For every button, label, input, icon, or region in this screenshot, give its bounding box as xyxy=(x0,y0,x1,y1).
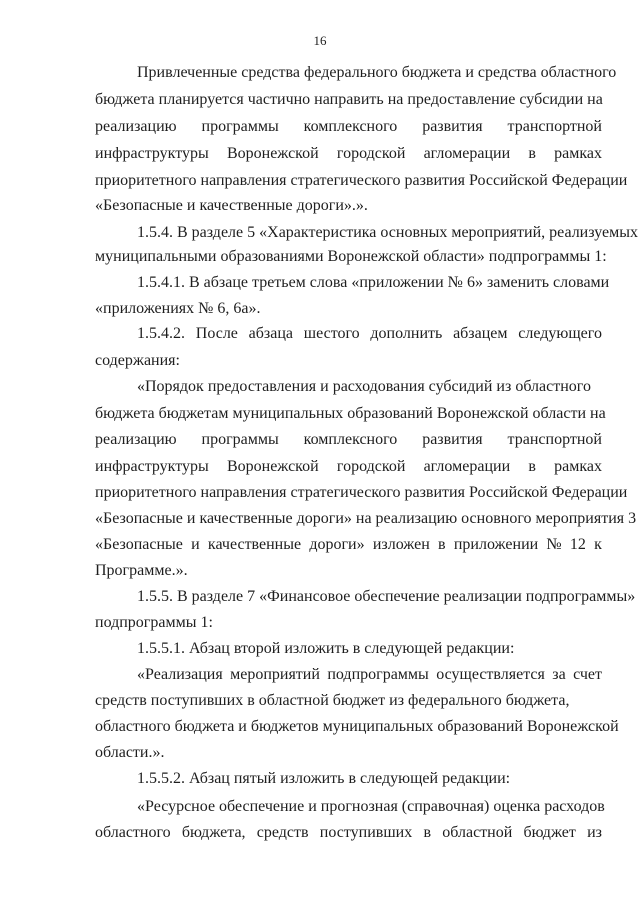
word: мероприятий xyxy=(230,666,320,683)
word: «Реализация xyxy=(137,666,223,683)
word: из xyxy=(587,824,602,841)
text-line: 1.5.5. В разделе 7 «Финансовое обеспечение реализации подпрограммы» xyxy=(137,588,636,605)
text-line: области.». xyxy=(95,744,165,761)
page-number: 16 xyxy=(313,33,327,48)
text-line: бюджета планируется частично направить на предоставление субсидии на xyxy=(95,91,603,108)
word: подпрограммы xyxy=(327,666,429,683)
word: областного xyxy=(95,824,171,841)
word: программы xyxy=(201,118,279,135)
text-line: «Безопасные и качественные дороги» на реализацию основного мероприятия 3 xyxy=(95,510,637,527)
word: Воронежской xyxy=(226,458,319,475)
word: программы xyxy=(201,431,279,448)
text-line xyxy=(95,429,602,451)
text-line: 1.5.5.1. Абзац второй изложить в следующей редакции: xyxy=(137,640,515,657)
text-line: областного бюджета и бюджетов муниципальных образований Воронежской xyxy=(95,718,619,735)
word: комплексного xyxy=(303,431,398,448)
word: средств xyxy=(256,824,309,841)
word: абзацем xyxy=(453,325,508,342)
word: дороги» xyxy=(309,536,365,553)
word: в xyxy=(423,824,431,841)
word: рамках xyxy=(554,145,602,162)
word: реализацию xyxy=(95,118,177,135)
word: городской xyxy=(336,458,406,475)
word: бюджет xyxy=(523,824,576,841)
text-line: средств поступивших в областной бюджет из федерального бюджета, xyxy=(95,692,570,709)
text-line: приоритетного направления стратегического развития Российской Федерации xyxy=(95,172,628,189)
word: областной xyxy=(442,824,513,841)
word: развития xyxy=(422,118,483,135)
word: изложен xyxy=(372,536,430,553)
text-line xyxy=(95,822,602,844)
text-line: содержания: xyxy=(95,352,180,369)
word: поступивших xyxy=(319,824,413,841)
word: транспортной xyxy=(507,431,602,448)
word: счет xyxy=(573,666,602,683)
word: № xyxy=(546,536,562,553)
word: 1.5.4.2. xyxy=(137,325,185,342)
text-line: муниципальными образованиями Воронежской области» подпрограммы 1: xyxy=(95,248,607,265)
word: следующего xyxy=(518,325,602,342)
word: дополнить xyxy=(370,325,443,342)
word: «Безопасные xyxy=(95,536,183,553)
text-line: «Безопасные и качественные дороги».». xyxy=(95,197,368,214)
word: После xyxy=(195,325,238,342)
word: развития xyxy=(422,431,483,448)
text-line: Программе.». xyxy=(95,562,188,579)
word: инфраструктуры xyxy=(95,145,209,162)
text-line xyxy=(95,143,602,165)
text-line: 1.5.5.2. Абзац пятый изложить в следующей редакции: xyxy=(137,770,511,787)
text-line xyxy=(137,323,602,345)
word: комплексного xyxy=(303,118,398,135)
word: рамках xyxy=(554,458,602,475)
word: приложении xyxy=(453,536,539,553)
word: агломерации xyxy=(423,145,511,162)
text-line: подпрограммы 1: xyxy=(95,614,213,631)
text-line: 1.5.4.1. В абзаце третьем слова «приложении № 6» заменить словами xyxy=(137,274,610,291)
word: агломерации xyxy=(423,458,511,475)
word: в xyxy=(528,458,536,475)
word: инфраструктуры xyxy=(95,458,209,475)
word: абзаца xyxy=(248,325,293,342)
word: в xyxy=(528,145,536,162)
text-line xyxy=(95,456,602,478)
text-line: бюджета бюджетам муниципальных образований Воронежской области на xyxy=(95,405,606,422)
word: шестого xyxy=(303,325,360,342)
word: 12 xyxy=(569,536,586,553)
text-line: приоритетного направления стратегического развития Российской Федерации xyxy=(95,484,628,501)
text-line xyxy=(95,116,602,138)
text-line: Привлеченные средства федерального бюджета и средства областного xyxy=(137,64,617,81)
word: транспортной xyxy=(507,118,602,135)
text-line: «Ресурсное обеспечение и прогнозная (справочная) оценка расходов xyxy=(137,798,605,815)
word: в xyxy=(438,536,446,553)
text-line xyxy=(95,534,602,556)
word: и xyxy=(191,536,200,553)
word: осуществляется xyxy=(436,666,545,683)
word: городской xyxy=(336,145,406,162)
word: к xyxy=(594,536,602,553)
text-line xyxy=(137,664,602,686)
word: бюджета, xyxy=(181,824,246,841)
word: качественные xyxy=(207,536,302,553)
text-line: 1.5.4. В разделе 5 «Характеристика основных мероприятий, реализуемых xyxy=(137,224,638,241)
text-line: «приложениях № 6, 6а». xyxy=(95,300,261,317)
word: Воронежской xyxy=(226,145,319,162)
word: за xyxy=(552,666,566,683)
word: реализацию xyxy=(95,431,177,448)
text-line: «Порядок предоставления и расходования субсидий из областного xyxy=(137,378,591,395)
